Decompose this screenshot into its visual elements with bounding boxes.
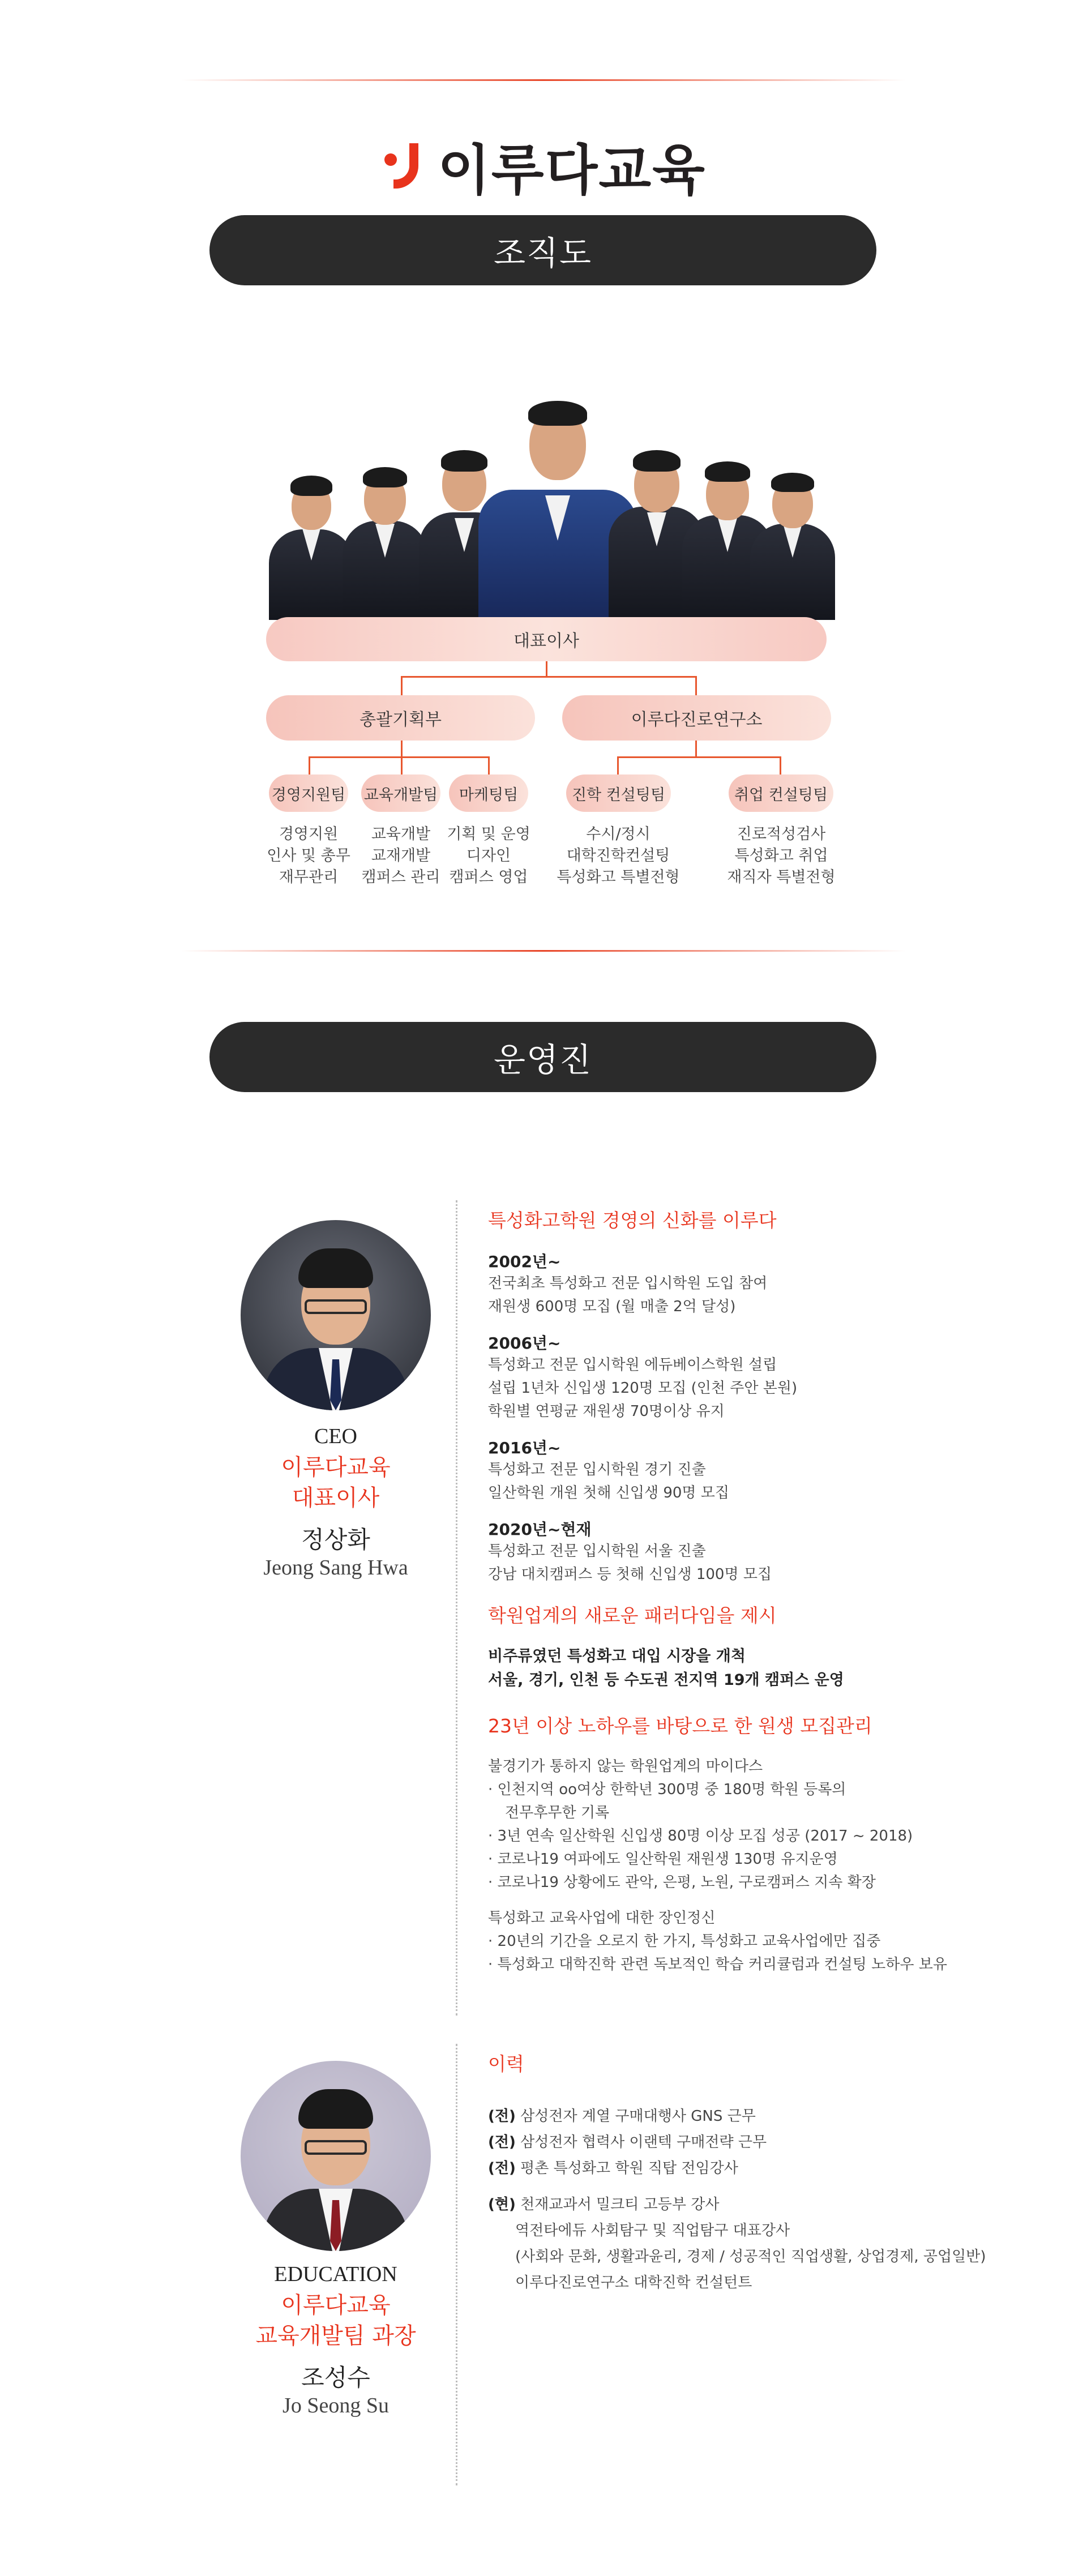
ceo-timeline-2006: 2006년~ 특성화고 전문 입시학원 에듀베이스학원 설립 설립 1년차 신입생 120명 모집 (인천 주안 본원) 학원별 연평균 재원생 70명이상 유지 bbox=[488, 1334, 798, 1420]
middle-divider bbox=[181, 950, 906, 952]
ceo-paradigm: 비주류였던 특성화고 대입 시장을 개척 서울, 경기, 인천 등 수도권 전지역 19개 캠퍼스 운영 bbox=[488, 1648, 844, 1689]
ceo-caption bbox=[222, 1424, 449, 1580]
edu-bio bbox=[488, 2049, 1054, 2296]
ceo-name-ko: 정상화 bbox=[301, 1526, 370, 1554]
edu-name-en: Jo Seong Su bbox=[283, 2394, 389, 2417]
brand-name: 이루다교육 bbox=[438, 139, 706, 202]
team-desc-employment: 진로적성검사 특성화고 취업 재직자 특별전형 bbox=[727, 825, 836, 886]
edu-career-past: (전) 삼성전자 계열 구매대행사 GNS 근무 (전) 삼성전자 협력사 이랜텍 구매전략 근무 (전) 평촌 특성화고 학원 직탑 전임강사 bbox=[488, 2108, 767, 2177]
team-desc-admission: 수시/정시 대학진학컨설팅 특성화고 특별전형 bbox=[557, 825, 680, 886]
org-division-institute: 이루다진로연구소 bbox=[562, 695, 831, 741]
edu-heading-career: 이력 bbox=[488, 2053, 524, 2075]
org-team-marketing: 마케팅팀 bbox=[449, 774, 528, 812]
brand-mark-icon bbox=[381, 142, 422, 191]
edu-position: 이루다교육 교육개발팀 과장 bbox=[255, 2292, 416, 2349]
ceo-heading-paradigm: 학원업계의 새로운 패러다임을 제시 bbox=[488, 1604, 777, 1627]
edu-career-now: (현) 천재교과서 밀크티 고등부 강사 역전타에듀 사회탐구 및 직업탐구 대표강사 (사회와 문화, 생활과윤리, 경제 / 성공적인 직업생활, 상업경제, 공업일반) 이루다진로연구소 대학진학 컨설턴트 bbox=[488, 2196, 986, 2291]
ceo-divider bbox=[456, 1200, 457, 2016]
org-ceo-node: 대표이사 bbox=[266, 617, 827, 661]
org-team-management: 경영지원팀 bbox=[269, 774, 348, 812]
ceo-heading-knowhow: 23년 이상 노하우를 바탕으로 한 원생 모집관리 bbox=[488, 1715, 872, 1737]
ceo-bio bbox=[488, 1206, 1054, 1976]
ceo-knowhow: 불경기가 통하지 않는 학원업계의 마이다스 · 인천지역 oo여상 한학년 300명 중 180명 학원 등록의 전무후무한 기록 · 3년 연속 일산학원 신입생 80명 이상 모집 성공 (2017 ~ 2018) · 코로나19 여파에도 일산학원 재원생 130명 유지운영 · 코로나19 상황에도 관악, 은평, 노원, 구로캠퍼스 지속 확장 bbox=[488, 1758, 913, 1891]
brand-logo bbox=[0, 127, 1087, 205]
ceo-timeline-2002: 2002년~ 전국최초 특성화고 전문 입시학원 도입 참여 재원생 600명 모집 (월 매출 2억 달성) bbox=[488, 1252, 768, 1315]
section-title-staff: 운영진 bbox=[209, 1022, 876, 1092]
ceo-heading-legend: 특성화고학원 경영의 신화를 이루다 bbox=[488, 1209, 777, 1231]
edu-caption bbox=[222, 2262, 449, 2418]
edu-divider bbox=[456, 2044, 457, 2485]
ceo-photo bbox=[241, 1220, 431, 1410]
org-team-admission: 진학 컨설팅팀 bbox=[566, 774, 671, 812]
team-desc-education: 교육개발 교재개발 캠퍼스 관리 bbox=[361, 825, 440, 886]
org-division-planning: 총괄기획부 bbox=[266, 695, 535, 741]
edu-photo bbox=[241, 2061, 431, 2251]
org-team-education: 교육개발팀 bbox=[361, 774, 440, 812]
ceo-name-en: Jeong Sang Hwa bbox=[263, 1556, 408, 1580]
edu-role: EDUCATION bbox=[274, 2262, 397, 2286]
ceo-timeline-2020: 2020년~현재 특성화고 전문 입시학원 서울 진출 강남 대치캠퍼스 등 첫해 신입생 100명 모집 bbox=[488, 1520, 772, 1583]
ceo-position: 이루다교육 대표이사 bbox=[281, 1454, 391, 1511]
section-title-org: 조직도 bbox=[209, 215, 876, 285]
org-team-employment: 취업 컨설팅팀 bbox=[729, 774, 833, 812]
edu-name-ko: 조성수 bbox=[301, 2364, 370, 2391]
team-desc-marketing: 기획 및 운영 디자인 캠퍼스 영업 bbox=[447, 825, 530, 886]
top-divider bbox=[181, 79, 906, 81]
ceo-role: CEO bbox=[314, 1424, 357, 1448]
ceo-spirit: 특성화고 교육사업에 대한 장인정신 · 20년의 기간을 오로지 한 가지, 특성화고 교육사업에만 집중 · 특성화고 대학진학 관련 독보적인 학습 커리큘럼과 컨설팅 노하우 보유 bbox=[488, 1910, 948, 1973]
team-desc-management: 경영지원 인사 및 총무 재무관리 bbox=[267, 825, 350, 886]
ceo-timeline-2016: 2016년~ 특성화고 전문 입시학원 경기 진출 일산학원 개원 첫해 신입생 90명 모집 bbox=[488, 1439, 730, 1501]
team-photo bbox=[269, 396, 835, 620]
